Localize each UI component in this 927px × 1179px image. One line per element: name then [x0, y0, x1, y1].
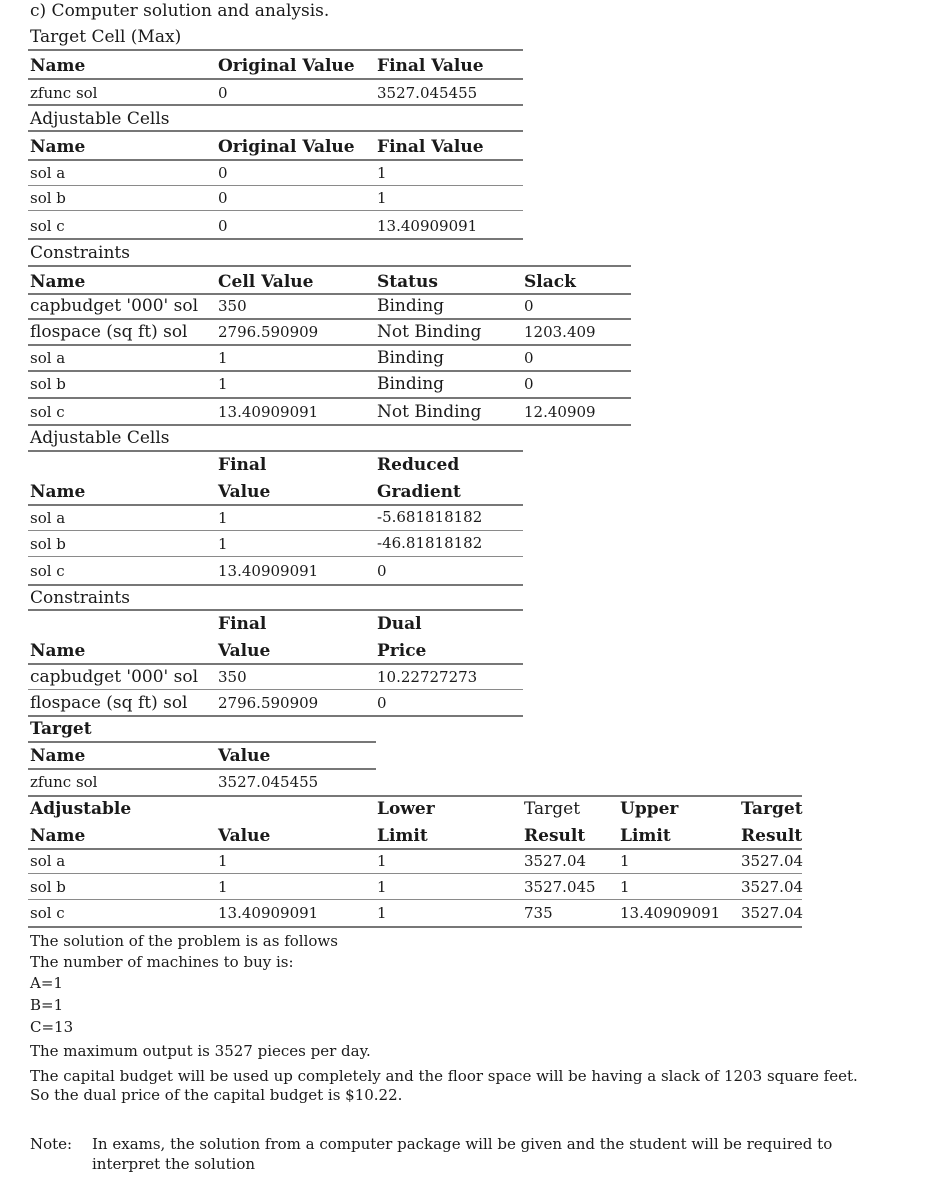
cell-value: 13.40909091	[218, 403, 319, 421]
divider	[28, 450, 523, 452]
cell-slack: 0	[524, 349, 534, 367]
max-output: The maximum output is 3527 pieces per day.	[30, 1042, 371, 1060]
cell-upper-limit: 1	[620, 852, 630, 870]
col-header-name: Name	[30, 137, 86, 157]
cell-gradient: -5.681818182	[377, 508, 483, 526]
divider	[28, 397, 631, 399]
cell-name: sol a	[30, 509, 66, 527]
section-heading: c) Computer solution and analysis.	[30, 1, 330, 21]
cell-value: 13.40909091	[218, 904, 319, 922]
col-header-reduced: Reduced	[377, 455, 460, 475]
cell-original: 0	[218, 164, 228, 182]
cell-target-result: 3527.04	[524, 852, 587, 870]
cell-value: 3527.045455	[218, 773, 319, 791]
note-line-1: In exams, the solution from a computer package will be given and the student will be required to	[92, 1135, 833, 1153]
divider	[28, 265, 631, 267]
col-header-final-value: Final Value	[377, 56, 484, 76]
cell-target-result: 3527.045	[524, 878, 596, 896]
adjustable-cells-title: Adjustable Cells	[30, 109, 170, 129]
col-header-slack: Slack	[524, 272, 576, 292]
note-line-2: interpret the solution	[92, 1155, 256, 1173]
cell-price: 0	[377, 694, 387, 712]
cell-target-result: 3527.04	[741, 852, 804, 870]
col-header-name: Name	[30, 746, 86, 766]
divider	[28, 556, 523, 557]
col-header-final-value: Final Value	[377, 137, 484, 157]
cell-name: zfunc sol	[30, 84, 98, 102]
col-header-original-value: Original Value	[218, 56, 355, 76]
col-header-value: Value	[218, 826, 271, 846]
cell-value: 1	[218, 852, 228, 870]
col-header-upper: Upper	[620, 799, 679, 819]
cell-name: sol b	[30, 375, 66, 393]
divider	[28, 663, 523, 665]
cell-name: zfunc sol	[30, 773, 98, 791]
cell-target-result: 3527.04	[741, 878, 804, 896]
col-header-dual: Dual	[377, 614, 422, 634]
cell-slack: 0	[524, 375, 534, 393]
cell-name: capbudget '000' sol	[30, 667, 199, 687]
cell-target-result: 735	[524, 904, 553, 922]
constraints-title: Constraints	[30, 243, 130, 263]
target-cell-title: Target Cell (Max)	[30, 27, 182, 47]
col-header-limit: Limit	[377, 826, 428, 846]
cell-price: 10.22727273	[377, 668, 478, 686]
divider	[28, 609, 523, 611]
cell-final: 3527.045455	[377, 84, 478, 102]
limits-target-title: Target	[30, 719, 92, 739]
cell-name: capbudget '000' sol	[30, 296, 199, 316]
col-header-final: Final	[218, 614, 267, 634]
divider	[28, 159, 523, 161]
solution-b: B=1	[30, 996, 64, 1014]
col-header-value: Value	[218, 746, 271, 766]
cell-status: Not Binding	[377, 322, 482, 342]
cell-value: 1	[218, 535, 228, 553]
col-header-name: Name	[30, 272, 86, 292]
cell-lower-limit: 1	[377, 904, 387, 922]
cell-original: 0	[218, 217, 228, 235]
divider	[28, 210, 523, 211]
divider	[28, 370, 631, 372]
cell-slack: 1203.409	[524, 323, 596, 341]
note-label: Note:	[30, 1135, 73, 1153]
cell-status: Binding	[377, 296, 445, 316]
cell-target-result: 3527.04	[741, 904, 804, 922]
cell-name: sol a	[30, 164, 66, 182]
col-header-original-value: Original Value	[218, 137, 355, 157]
solution-line-2: The number of machines to buy is:	[30, 953, 294, 971]
col-header-lower: Lower	[377, 799, 435, 819]
divider	[28, 504, 523, 506]
col-header-name: Name	[30, 641, 86, 661]
divider	[28, 424, 631, 426]
cell-status: Binding	[377, 348, 445, 368]
cell-gradient: -46.81818182	[377, 534, 483, 552]
sens-constraints-title: Constraints	[30, 588, 130, 608]
divider	[28, 795, 802, 797]
cell-name: sol a	[30, 852, 66, 870]
cell-value: 1	[218, 375, 228, 393]
cell-name: sol b	[30, 189, 66, 207]
divider	[28, 78, 523, 80]
col-header-name: Name	[30, 482, 86, 502]
divider	[28, 530, 523, 531]
cell-slack: 0	[524, 297, 534, 315]
col-header-cell-value: Cell Value	[218, 272, 314, 292]
divider	[28, 768, 376, 770]
cell-lower-limit: 1	[377, 878, 387, 896]
cell-value: 350	[218, 668, 247, 686]
col-header-limit: Limit	[620, 826, 671, 846]
cell-final: 1	[377, 189, 387, 207]
divider	[28, 318, 631, 320]
cell-name: sol c	[30, 217, 65, 235]
divider	[28, 238, 523, 240]
cell-value: 2796.590909	[218, 694, 319, 712]
col-header-target: Target	[741, 799, 803, 819]
capital-line-1: The capital budget will be used up completely and the floor space will be having a slack of 1203 square feet.	[30, 1067, 858, 1085]
cell-value: 1	[218, 349, 228, 367]
divider	[28, 584, 523, 586]
cell-final: 1	[377, 164, 387, 182]
divider	[28, 715, 523, 717]
divider	[28, 293, 631, 295]
col-header-result: Result	[741, 826, 803, 846]
cell-original: 0	[218, 189, 228, 207]
divider	[28, 130, 523, 132]
col-header-price: Price	[377, 641, 427, 661]
cell-name: sol c	[30, 403, 65, 421]
divider	[28, 848, 802, 850]
cell-upper-limit: 13.40909091	[620, 904, 721, 922]
cell-name: sol a	[30, 349, 66, 367]
col-header-value: Value	[218, 482, 271, 502]
cell-status: Not Binding	[377, 402, 482, 422]
cell-gradient: 0	[377, 562, 387, 580]
cell-value: 350	[218, 297, 247, 315]
cell-value: 13.40909091	[218, 562, 319, 580]
cell-name: flospace (sq ft) sol	[30, 693, 188, 713]
cell-name: sol c	[30, 562, 65, 580]
divider	[28, 104, 523, 106]
divider	[28, 899, 802, 900]
cell-final: 13.40909091	[377, 217, 478, 235]
sens-adjustable-title: Adjustable Cells	[30, 428, 170, 448]
col-header-value: Value	[218, 641, 271, 661]
divider	[28, 185, 523, 186]
solution-line-1: The solution of the problem is as follows	[30, 932, 338, 950]
limits-adjustable-title: Adjustable	[30, 799, 132, 819]
col-header-name: Name	[30, 826, 86, 846]
col-header-result: Result	[524, 826, 586, 846]
cell-value: 2796.590909	[218, 323, 319, 341]
cell-original: 0	[218, 84, 228, 102]
cell-name: sol b	[30, 535, 66, 553]
cell-value: 1	[218, 878, 228, 896]
capital-line-2: So the dual price of the capital budget is $10.22.	[30, 1086, 403, 1104]
solution-a: A=1	[30, 974, 63, 992]
col-header-final: Final	[218, 455, 267, 475]
col-header-status: Status	[377, 272, 438, 292]
col-header-name: Name	[30, 56, 86, 76]
divider	[28, 873, 802, 874]
divider	[28, 689, 523, 690]
cell-value: 1	[218, 509, 228, 527]
cell-lower-limit: 1	[377, 852, 387, 870]
col-header-target: Target	[524, 799, 581, 819]
col-header-gradient: Gradient	[377, 482, 461, 502]
divider	[28, 741, 376, 743]
solution-c: C=13	[30, 1018, 74, 1036]
cell-name: sol b	[30, 878, 66, 896]
divider	[28, 49, 523, 51]
cell-name: flospace (sq ft) sol	[30, 322, 188, 342]
divider	[28, 344, 631, 346]
divider	[28, 926, 802, 928]
cell-upper-limit: 1	[620, 878, 630, 896]
cell-name: sol c	[30, 904, 65, 922]
cell-status: Binding	[377, 374, 445, 394]
cell-slack: 12.40909	[524, 403, 596, 421]
